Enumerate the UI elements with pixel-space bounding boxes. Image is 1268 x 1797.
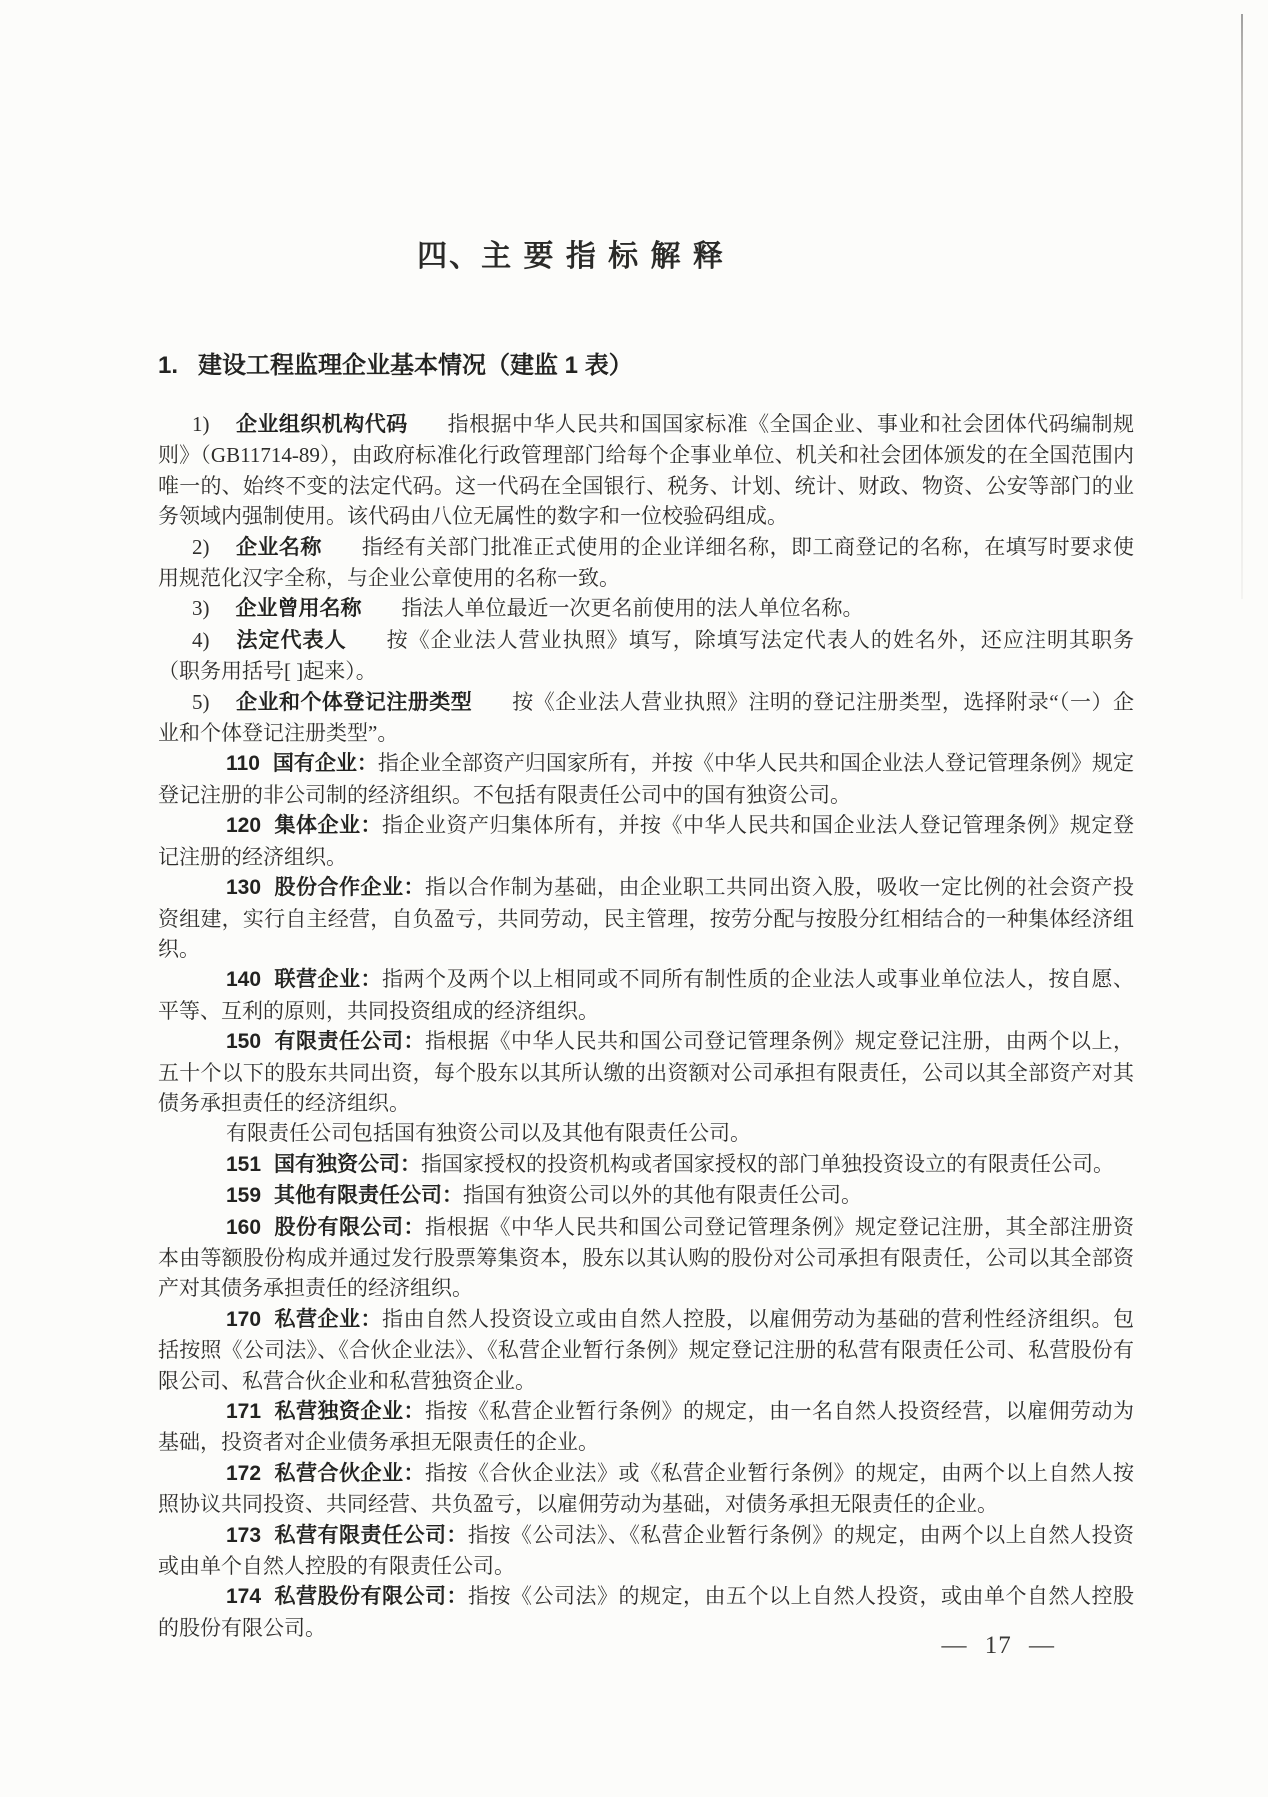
- paragraph: [158, 687, 1134, 749]
- item-text: 指国有独资公司以外的其他有限责任公司。: [463, 1183, 863, 1208]
- item-text: 有限责任公司包括国有独资公司以及其他有限责任公司。: [226, 1121, 751, 1146]
- item-text: 指根据《中华人民共和国公司登记管理条例》规定登记注册，由两个以上，五十个以下的股东共同出资，每个股东以其所认缴的出资额对公司承担有限责任，公司以其全部资产对其债务承担责任的经济组织。: [158, 1029, 1135, 1115]
- item-label: 国有企业：: [272, 752, 378, 776]
- item-label: 私营有限责任公司：: [274, 1523, 468, 1547]
- item-text: 指经有关部门批准正式使用的企业详细名称，即工商登记的名称，在填写时要求使用规范化汉字全称，与企业公章使用的名称一致。: [158, 534, 1134, 591]
- item-label: 有限责任公司：: [274, 1030, 426, 1054]
- item-number: 1): [192, 412, 210, 436]
- item-text: 指企业全部资产归国家所有，并按《中华人民共和国企业法人登记管理条例》规定登记注册的非公司制的经济组织。不包括有限责任公司中的国有独资公司。: [158, 751, 1134, 807]
- item-text: 指按《公司法》的规定，由五个以上自然人投资，或由单个自然人控股的股份有限公司。: [158, 1584, 1135, 1640]
- paragraph: [158, 1180, 1134, 1211]
- paragraph: [158, 593, 1134, 624]
- paragraph: [158, 532, 1134, 594]
- item-number: 171: [226, 1400, 262, 1423]
- paragraph: [158, 872, 1134, 964]
- scan-artifact-line: [1241, 14, 1243, 599]
- item-text: 指国家授权的投资机构或者国家授权的部门单独投资设立的有限责任公司。: [421, 1151, 1115, 1176]
- page-number: — 17 —: [941, 1632, 1055, 1659]
- paragraph: [158, 964, 1134, 1026]
- paragraph: [158, 1118, 1134, 1148]
- item-label: 国有独资公司：: [274, 1152, 422, 1176]
- item-number: 172: [226, 1461, 262, 1485]
- item-label: 私营独资企业：: [274, 1400, 426, 1423]
- item-text: 指根据《中华人民共和国公司登记管理条例》规定登记注册，其全部注册资本由等额股份构成并通过发行股票筹集资本，股东以其认购的股份对公司承担有限责任，公司以其全部资产对其债务承担责任的经济组织。: [158, 1214, 1135, 1301]
- item-label: 法定代表人: [235, 628, 347, 652]
- paragraph: [158, 1212, 1134, 1304]
- item-label: 企业和个体登记注册类型: [235, 690, 473, 714]
- item-text: 指法人单位最近一次更名前使用的法人单位名称。: [401, 596, 864, 621]
- item-text: 指两个及两个以上相同或不同所有制性质的企业法人或事业单位法人，按自愿、平等、互利的原则，共同投资组成的经济组织。: [158, 967, 1135, 1023]
- item-number: 2): [192, 534, 210, 559]
- item-text: 按《企业法人营业执照》注明的登记注册类型，选择附录“（一）企业和个体登记注册类型”。: [158, 689, 1134, 746]
- item-label: 集体企业：: [274, 814, 383, 838]
- item-label: 企业名称: [235, 535, 322, 559]
- paragraph: [158, 625, 1134, 687]
- item-text: 指按《私营企业暂行条例》的规定，由一名自然人投资经营，以雇佣劳动为基础，投资者对企业债务承担无限责任的企业。: [158, 1399, 1135, 1455]
- item-label: 股份合作企业：: [274, 876, 426, 900]
- item-text: 指按《公司法》、《私营企业暂行条例》的规定，由两个以上自然人投资或由单个自然人控股的有限责任公司。: [158, 1522, 1135, 1579]
- item-number: 173: [226, 1523, 262, 1547]
- paragraph: [158, 1458, 1134, 1520]
- item-number: 151: [226, 1152, 262, 1176]
- item-number: 160: [226, 1215, 262, 1239]
- section-heading: [158, 349, 633, 383]
- item-text: 指企业资产归集体所有，并按《中华人民共和国企业法人登记管理条例》规定登记注册的经济组织。: [158, 813, 1135, 869]
- item-label: 股份有限公司：: [274, 1215, 426, 1239]
- item-label: 企业组织机构代码: [235, 413, 408, 436]
- paragraph: [158, 1149, 1134, 1180]
- item-label: 其他有限责任公司：: [274, 1184, 464, 1208]
- item-number: 159: [226, 1184, 262, 1208]
- item-text: 指由自然人投资设立或由自然人控股，以雇佣劳动为基础的营利性经济组织。包括按照《公司法》、《合伙企业法》、《私营企业暂行条例》规定登记注册的私营有限责任公司、私营股份有限公司、私营合伙企业和私营独资企业。: [158, 1306, 1135, 1393]
- item-number: 5): [192, 689, 210, 714]
- item-text: 指按《合伙企业法》或《私营企业暂行条例》的规定，由两个以上自然人按照协议共同投资、共同经营、共负盈亏，以雇佣劳动为基础，对债务承担无限责任的企业。: [158, 1460, 1135, 1517]
- item-label: 私营企业：: [274, 1307, 383, 1331]
- item-text: 指根据中华人民共和国国家标准《全国企业、事业和社会团体代码编制规则》（GB11714-89），由政府标准化行政管理部门给每个企事业单位、机关和社会团体颁发的在全国范围内唯一的、始终不变的法定代码。这一代码在全国银行、税务、计划、统计、财政、物资、公安等部门的业务领域内强制使用。该代码由八位无属性的数字和一位校验码组成。: [158, 412, 1135, 529]
- item-number: 170: [226, 1307, 262, 1331]
- section-number: 1.: [158, 352, 179, 379]
- paragraph: [158, 1304, 1134, 1396]
- item-number: 150: [226, 1030, 262, 1054]
- paragraph: [158, 1396, 1134, 1458]
- page-title: 四、主 要 指 标 解 释: [417, 240, 725, 273]
- item-number: 110: [226, 752, 260, 776]
- item-label: 私营股份有限公司：: [274, 1585, 469, 1609]
- paragraph: [158, 1026, 1134, 1118]
- item-label: 私营合伙企业：: [274, 1461, 426, 1485]
- section-title: 建设工程监理企业基本情况（建监 1 表）: [198, 352, 633, 379]
- item-number: 3): [192, 596, 210, 621]
- item-label: 联营企业：: [274, 968, 383, 992]
- document-body: [158, 409, 1134, 1643]
- paragraph: [158, 810, 1134, 872]
- item-number: 140: [226, 968, 262, 992]
- paragraph: [158, 1520, 1134, 1582]
- item-number: 174: [226, 1585, 262, 1609]
- item-number: 4): [192, 627, 210, 652]
- item-number: 120: [226, 814, 262, 838]
- paragraph: [158, 409, 1134, 532]
- item-text: 按《企业法人营业执照》填写，除填写法定代表人的姓名外，还应注明其职务（职务用括号[ ]起来）。: [158, 627, 1134, 684]
- item-label: 企业曾用名称: [235, 597, 362, 621]
- item-text: 指以合作制为基础，由企业职工共同出资入股，吸收一定比例的社会资产投资组建，实行自主经营，自负盈亏，共同劳动，民主管理，按劳分配与按股分红相结合的一种集体经济组织。: [158, 875, 1135, 961]
- paragraph: [158, 748, 1134, 810]
- item-number: 130: [226, 876, 262, 900]
